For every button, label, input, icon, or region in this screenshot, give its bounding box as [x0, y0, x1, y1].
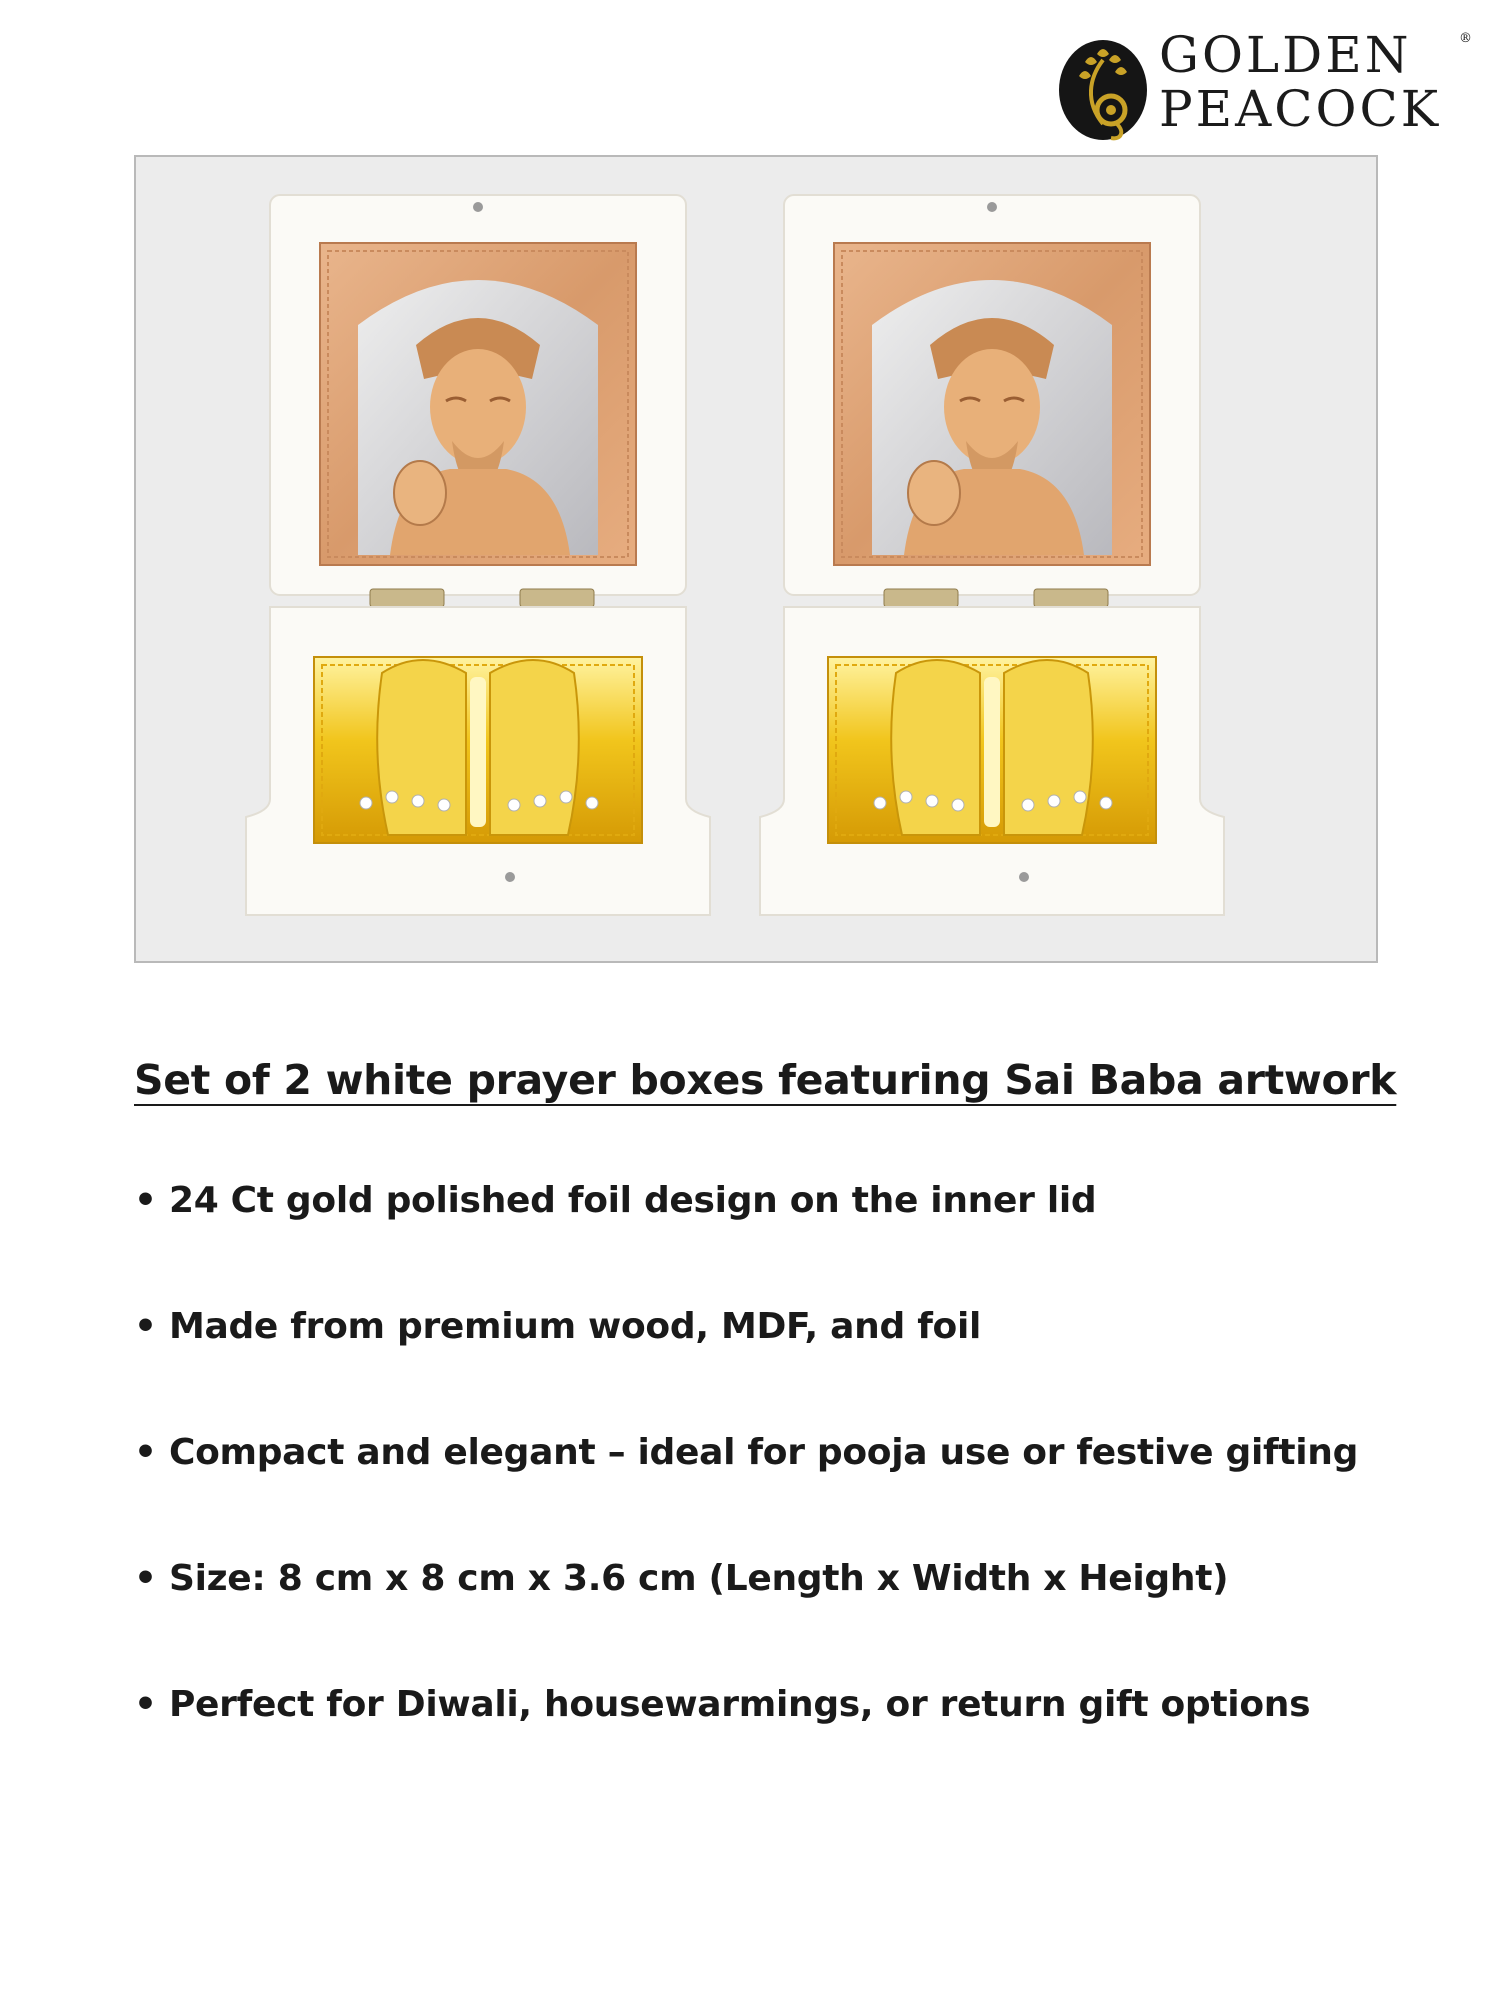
feature-item: • Perfect for Diwali, housewarmings, or return gift options: [134, 1684, 1311, 1725]
feature-item: • 24 Ct gold polished foil design on the inner lid: [134, 1180, 1097, 1221]
brand-wordmark: [1159, 26, 1472, 138]
brand-name-line2: PEACOCK: [1159, 80, 1442, 138]
brand-name-line1: GOLDEN: [1159, 26, 1412, 84]
feature-item: • Size: 8 cm x 8 cm x 3.6 cm (Length x Width x Height): [134, 1558, 1229, 1599]
registered-mark: ®: [1459, 31, 1472, 46]
product-photo: [134, 155, 1378, 963]
feature-item: • Made from premium wood, MDF, and foil: [134, 1306, 982, 1347]
peacock-feather-emblem-icon: [1055, 32, 1151, 142]
brand-logo: [1055, 28, 1475, 148]
prayer-boxes-illustration: [136, 157, 1376, 961]
feature-item: • Compact and elegant – ideal for pooja use or festive gifting: [134, 1432, 1359, 1473]
feature-list: [134, 1180, 1358, 1810]
product-headline: Set of 2 white prayer boxes featuring Sai Baba artwork: [134, 1056, 1397, 1104]
